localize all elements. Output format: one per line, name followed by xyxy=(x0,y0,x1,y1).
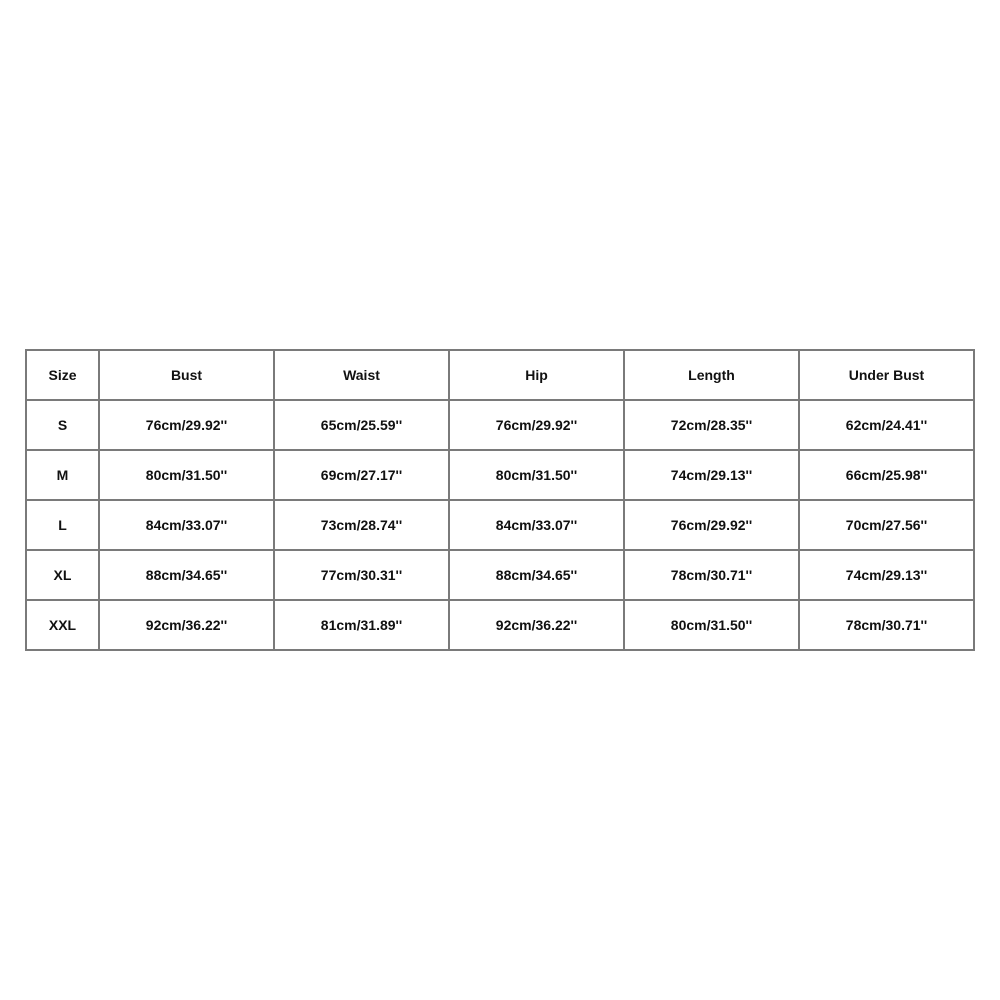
hip-cell: 92cm/36.22'' xyxy=(449,600,624,650)
under-bust-cell: 66cm/25.98'' xyxy=(799,450,974,500)
size-cell: L xyxy=(26,500,99,550)
table-row xyxy=(26,500,974,550)
bust-cell: 88cm/34.65'' xyxy=(99,550,274,600)
table-row xyxy=(26,600,974,650)
hip-cell: 88cm/34.65'' xyxy=(449,550,624,600)
length-cell: 80cm/31.50'' xyxy=(624,600,799,650)
header-length: Length xyxy=(624,350,799,400)
header-row xyxy=(26,350,974,400)
size-cell: XXL xyxy=(26,600,99,650)
bust-cell: 84cm/33.07'' xyxy=(99,500,274,550)
length-cell: 72cm/28.35'' xyxy=(624,400,799,450)
waist-cell: 81cm/31.89'' xyxy=(274,600,449,650)
hip-cell: 76cm/29.92'' xyxy=(449,400,624,450)
length-cell: 78cm/30.71'' xyxy=(624,550,799,600)
waist-cell: 73cm/28.74'' xyxy=(274,500,449,550)
size-cell: S xyxy=(26,400,99,450)
waist-cell: 69cm/27.17'' xyxy=(274,450,449,500)
under-bust-cell: 70cm/27.56'' xyxy=(799,500,974,550)
table-row xyxy=(26,450,974,500)
under-bust-cell: 78cm/30.71'' xyxy=(799,600,974,650)
waist-cell: 77cm/30.31'' xyxy=(274,550,449,600)
hip-cell: 84cm/33.07'' xyxy=(449,500,624,550)
bust-cell: 80cm/31.50'' xyxy=(99,450,274,500)
size-cell: XL xyxy=(26,550,99,600)
size-chart-table xyxy=(25,349,975,651)
bust-cell: 92cm/36.22'' xyxy=(99,600,274,650)
under-bust-cell: 62cm/24.41'' xyxy=(799,400,974,450)
header-waist: Waist xyxy=(274,350,449,400)
header-bust: Bust xyxy=(99,350,274,400)
table-row xyxy=(26,400,974,450)
under-bust-cell: 74cm/29.13'' xyxy=(799,550,974,600)
waist-cell: 65cm/25.59'' xyxy=(274,400,449,450)
hip-cell: 80cm/31.50'' xyxy=(449,450,624,500)
bust-cell: 76cm/29.92'' xyxy=(99,400,274,450)
header-hip: Hip xyxy=(449,350,624,400)
table-row xyxy=(26,550,974,600)
length-cell: 74cm/29.13'' xyxy=(624,450,799,500)
length-cell: 76cm/29.92'' xyxy=(624,500,799,550)
size-cell: M xyxy=(26,450,99,500)
header-under-bust: Under Bust xyxy=(799,350,974,400)
header-size: Size xyxy=(26,350,99,400)
